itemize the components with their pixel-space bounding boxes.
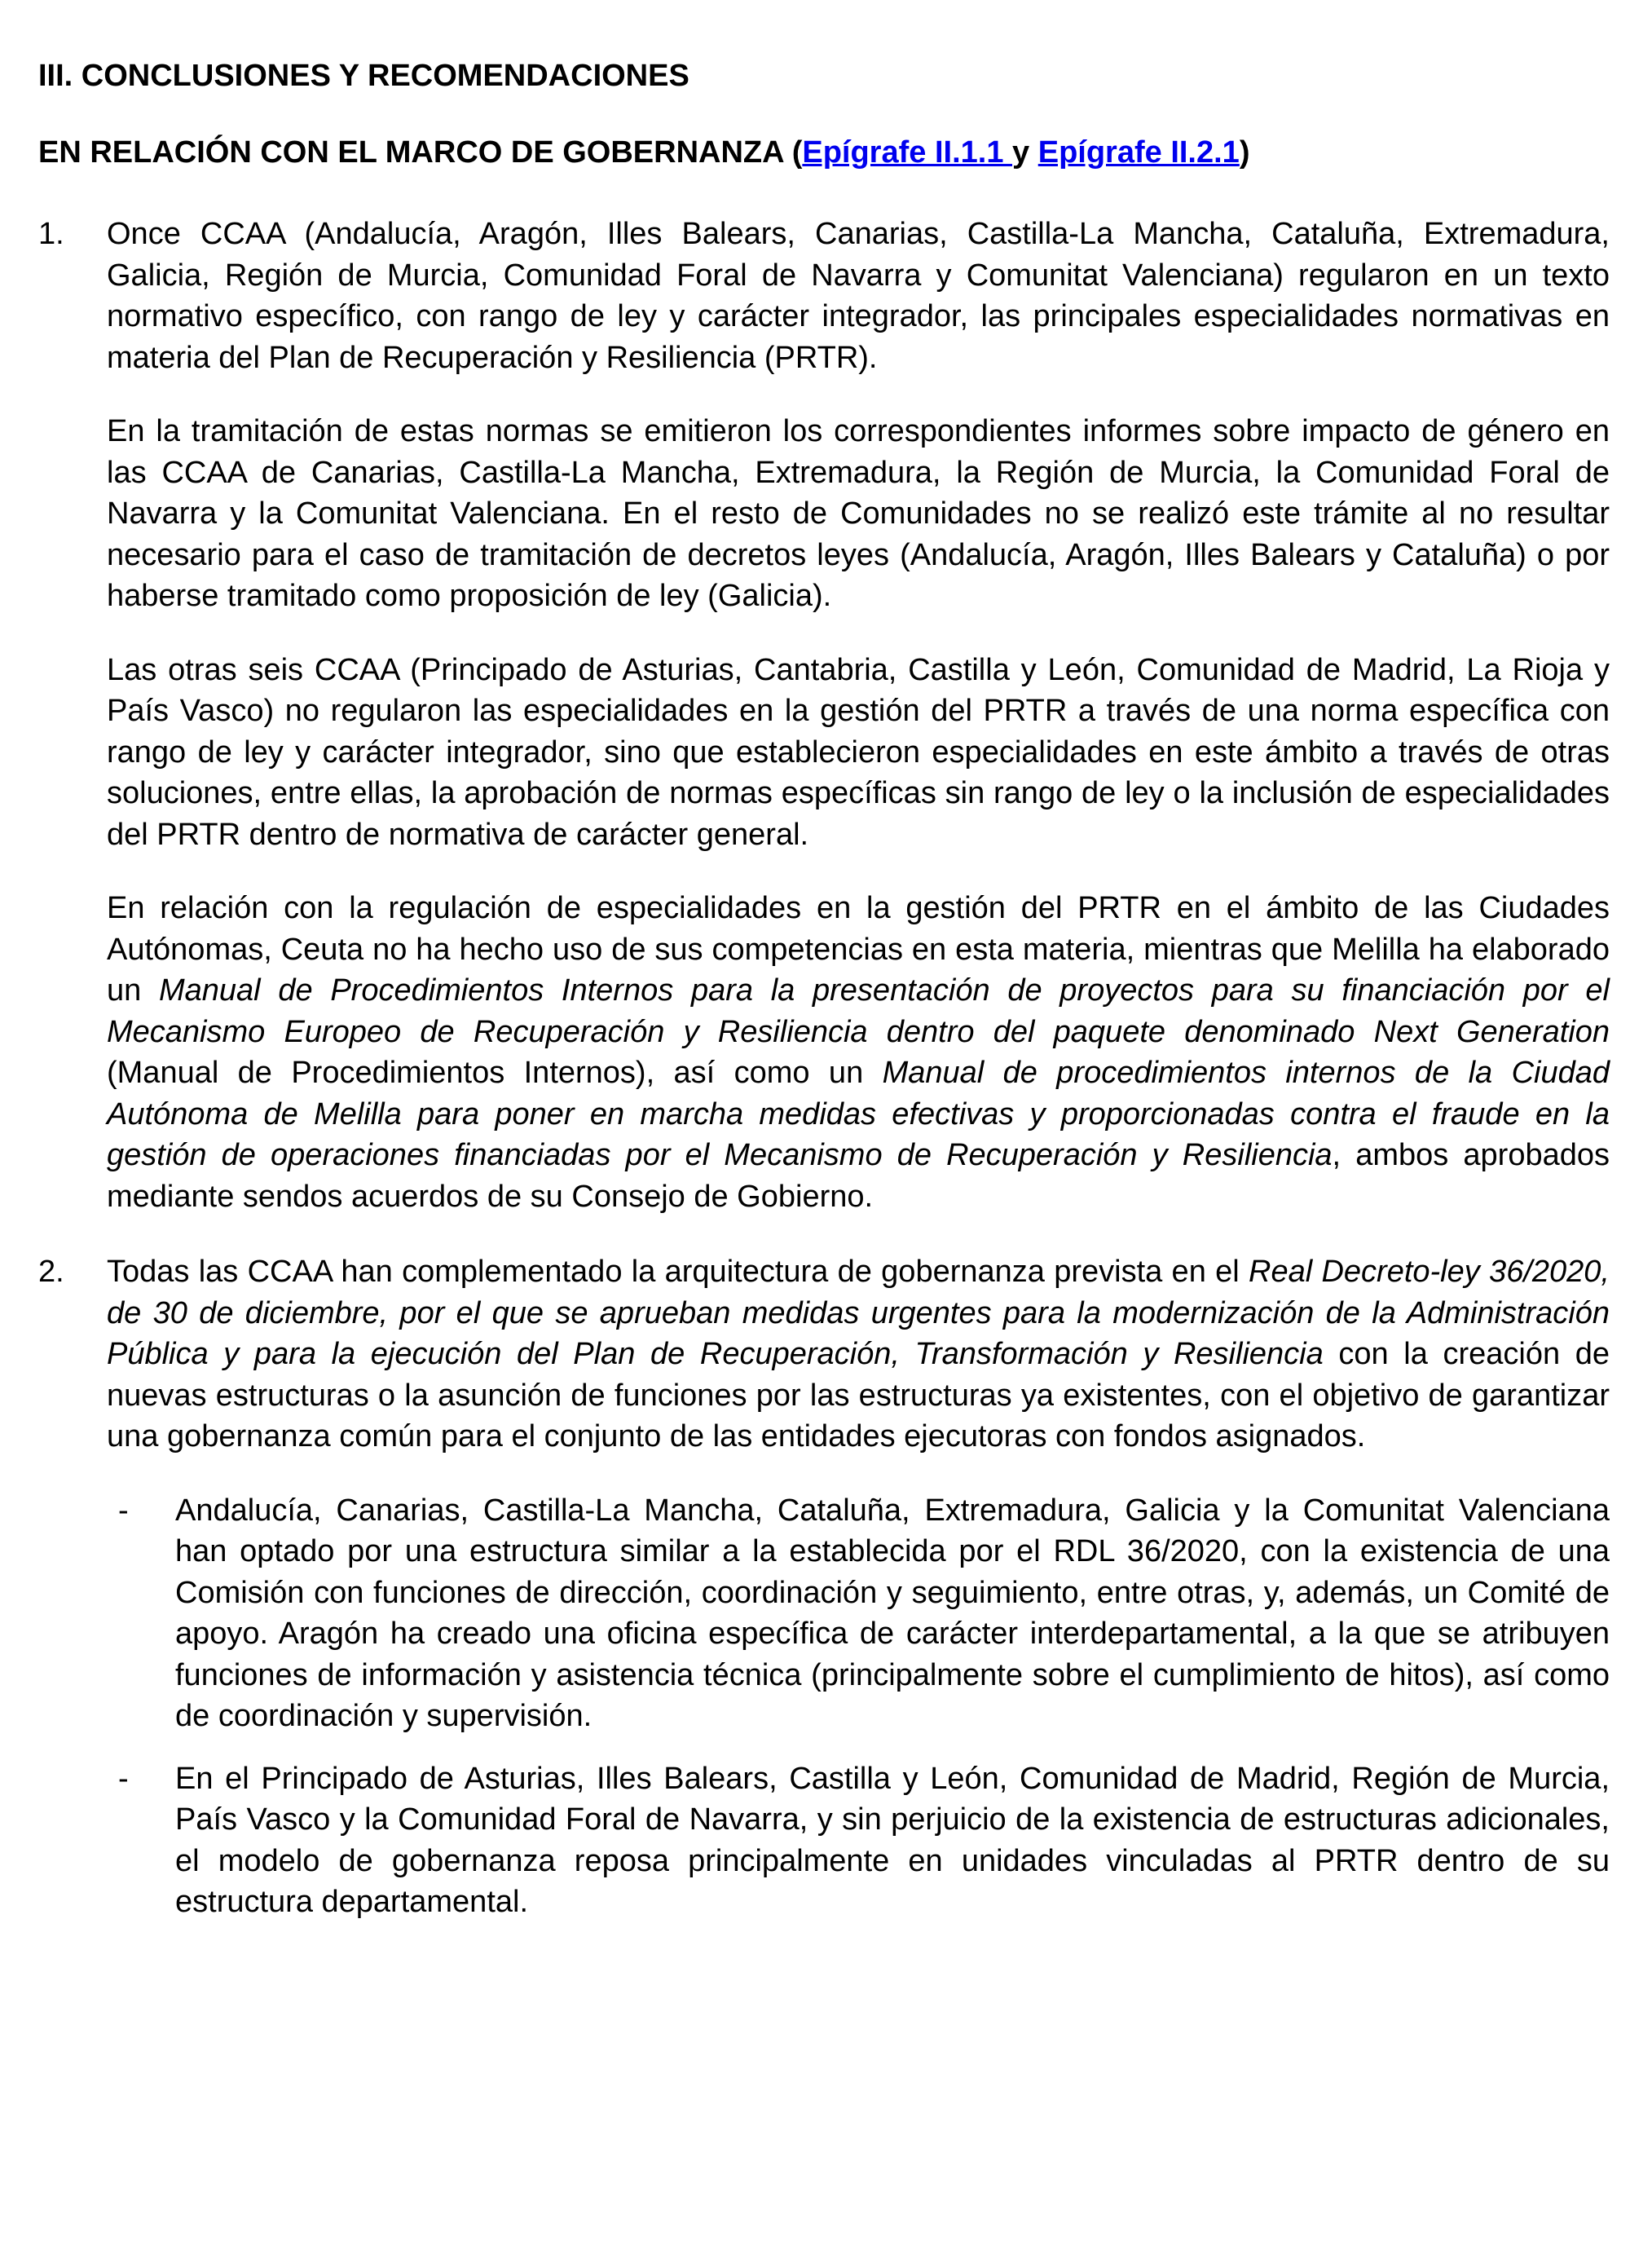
list-item [107,1490,1610,1737]
bullet-list [107,1490,1610,1923]
conclusion-item-1 [38,214,1610,1217]
dash-bullet: - [118,1493,129,1528]
list-item [107,1758,1610,1923]
paragraph [107,1251,1610,1458]
text-span: , ambos aprobados mediante sendos acuerdos de su Consejo de Gobierno. [107,1138,1610,1214]
paragraph [107,888,1610,1217]
italic-document-title: Manual de procedimientos internos de la Ciudad Autónoma de Melilla para poner en marcha medidas efectivas y proporcionadas contra el fraude en la gestión de operaciones financiadas por el Mecanismo de Recuperación y Resiliencia [107,1056,1610,1172]
subsection-close-paren: ) [1239,135,1250,170]
item-number: 2. [38,1255,64,1289]
paragraph: Las otras seis CCAA (Principado de Asturias, Cantabria, Castilla y León, Comunidad de Madrid, La Rioja y País Vasco) no regularon las especialidades en la gestión del PRTR a través de una norma específica con rango de ley y carácter integrador, sino que establecieron especialidades en este ámbito a través de otras soluciones, entre ellas, la aprobación de normas específicas sin rango de ley o la inclusión de especialidades del PRTR dentro de normativa de carácter general. [107,652,1610,852]
paragraph: Once CCAA (Andalucía, Aragón, Illes Balears, Canarias, Castilla-La Mancha, Cataluña, Extremadura, Galicia, Región de Murcia, Comunidad Foral de Navarra y Comunitat Valenciana) regularon en un texto normativo específico, con rango de ley y carácter integrador, las principales especialidades normativas en materia del Plan de Recuperación y Resiliencia (PRTR). [107,217,1610,375]
dash-bullet: - [118,1761,129,1796]
subsection-title [38,132,1610,173]
text-span: con la creación de nuevas estructuras o la asunción de funciones por las estructuras ya existentes, con el objetivo de garantizar una gobernanza común para el conjunto de las entidades ejecutoras con fondos asignados. [107,1337,1610,1454]
epigrafe-ii-2-1-link[interactable]: Epígrafe II.2.1 [1037,135,1240,170]
list-item-text: Andalucía, Canarias, Castilla-La Mancha, Cataluña, Extremadura, Galicia y la Comunitat Valenciana han optado por una estructura similar a la establecida por el RDL 36/2020, con la existencia de una Comisión con funciones de dirección, coordinación y seguimiento, entre otras, y, además, un Comité de apoyo. Aragón ha creado una oficina específica de carácter interdepartamental, a la que se atribuyen funciones de información y asistencia técnica (principalmente sobre el cumplimiento de hitos), así como de coordinación y supervisión. [175,1493,1610,1733]
text-span: Todas las CCAA han complementado la arquitectura de gobernanza prevista en el [107,1255,1249,1289]
item-number: 1. [38,217,64,251]
list-item-text: En el Principado de Asturias, Illes Balears, Castilla y León, Comunidad de Madrid, Región de Murcia, País Vasco y la Comunidad Foral de Navarra, y sin perjuicio de la existencia de estructuras adicionales, el modelo de gobernanza reposa principalmente en unidades vinculadas al PRTR dentro de su estructura departamental. [175,1761,1610,1919]
italic-law-title: Real Decreto-ley 36/2020, de 30 de diciembre, por el que se aprueban medidas urgentes para la modernización de la Administración Pública y para la ejecución del Plan de Recuperación, Transformación y Resiliencia [107,1255,1610,1371]
text-span: En relación con la regulación de especialidades en la gestión del PRTR en el ámbito de las Ciudades Autónomas, Ceuta no ha hecho uso de sus competencias en esta materia, mientras que Melilla ha elaborado un [107,891,1610,1008]
text-span: (Manual de Procedimientos Internos), así como un [107,1056,883,1090]
subsection-conjunction: y [1012,135,1038,170]
section-title: III. CONCLUSIONES Y RECOMENDACIONES [38,59,689,93]
epigrafe-ii-1-1-link[interactable]: Epígrafe II.1.1 [802,135,1013,170]
italic-document-title: Manual de Procedimientos Internos para la presentación de proyectos para su financiación por el Mecanismo Europeo de Recuperación y Resiliencia dentro del paquete denominado Next Generation [107,973,1610,1049]
document-page [38,55,1610,1957]
subsection-title-text: EN RELACIÓN CON EL MARCO DE GOBERNANZA ( [38,135,803,170]
paragraph: En la tramitación de estas normas se emitieron los correspondientes informes sobre impacto de género en las CCAA de Canarias, Castilla-La Mancha, Extremadura, la Región de Murcia, la Comunidad Foral de Navarra y la Comunitat Valenciana. En el resto de Comunidades no se realizó este trámite al no resultar necesario para el caso de tramitación de decretos leyes (Andalucía, Aragón, Illes Balears y Cataluña) o por haberse tramitado como proposición de ley (Galicia). [107,414,1610,613]
conclusion-item-2 [38,1251,1610,1923]
